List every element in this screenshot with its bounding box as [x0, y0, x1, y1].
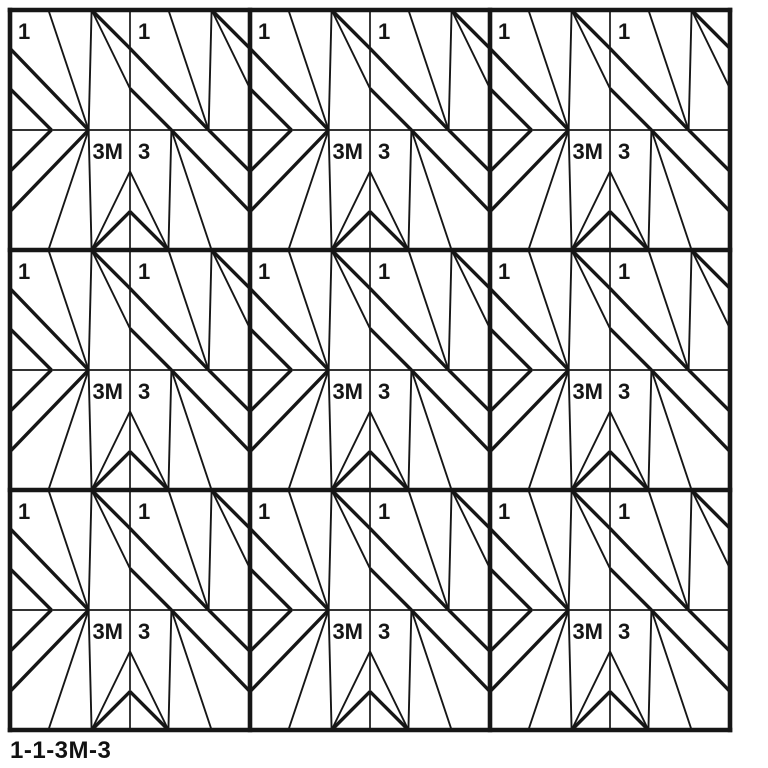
subcell-orientation-label: 3	[378, 139, 391, 164]
subcell-orientation-label: 1	[18, 19, 31, 44]
subcell-orientation-label: 1	[618, 19, 631, 44]
subcell-orientation-label: 1	[618, 499, 631, 524]
subcell-orientation-label: 1	[258, 499, 271, 524]
figure-caption: 1-1-3M-3	[10, 737, 112, 764]
subcell-orientation-label: 3M	[92, 139, 123, 164]
subcell-orientation-label: 3M	[572, 619, 603, 644]
subcell-orientation-label: 1	[498, 259, 511, 284]
subcell-orientation-label: 1	[498, 499, 511, 524]
subcell-orientation-label: 1	[378, 499, 391, 524]
subcell-orientation-label: 1	[378, 259, 391, 284]
subcell-orientation-label: 1	[258, 19, 271, 44]
subcell-orientation-label: 3M	[572, 379, 603, 404]
subcell-orientation-label: 3M	[332, 139, 363, 164]
subcell-orientation-label: 3	[618, 139, 631, 164]
subcell-orientation-label: 1	[378, 19, 391, 44]
subcell-orientation-label: 1	[138, 499, 151, 524]
subcell-orientation-label: 3	[378, 619, 391, 644]
subcell-orientation-label: 3M	[332, 379, 363, 404]
subcell-orientation-label: 3	[618, 619, 631, 644]
subcell-orientation-label: 1	[258, 259, 271, 284]
subcell-orientation-label: 1	[138, 259, 151, 284]
subcell-orientation-label: 1	[618, 259, 631, 284]
subcell-orientation-label: 1	[18, 259, 31, 284]
subcell-orientation-label: 3	[378, 379, 391, 404]
subcell-orientation-label: 3	[618, 379, 631, 404]
subcell-orientation-label: 3M	[92, 379, 123, 404]
subcell-orientation-label: 1	[498, 19, 511, 44]
subcell-orientation-label: 3M	[572, 139, 603, 164]
subcell-orientation-label: 1	[138, 19, 151, 44]
subcell-orientation-label: 3	[138, 619, 151, 644]
subcell-orientation-label: 3	[138, 379, 151, 404]
subcell-orientation-label: 3M	[332, 619, 363, 644]
subcell-orientation-label: 3	[138, 139, 151, 164]
subcell-orientation-label: 3M	[92, 619, 123, 644]
subcell-orientation-label: 1	[18, 499, 31, 524]
